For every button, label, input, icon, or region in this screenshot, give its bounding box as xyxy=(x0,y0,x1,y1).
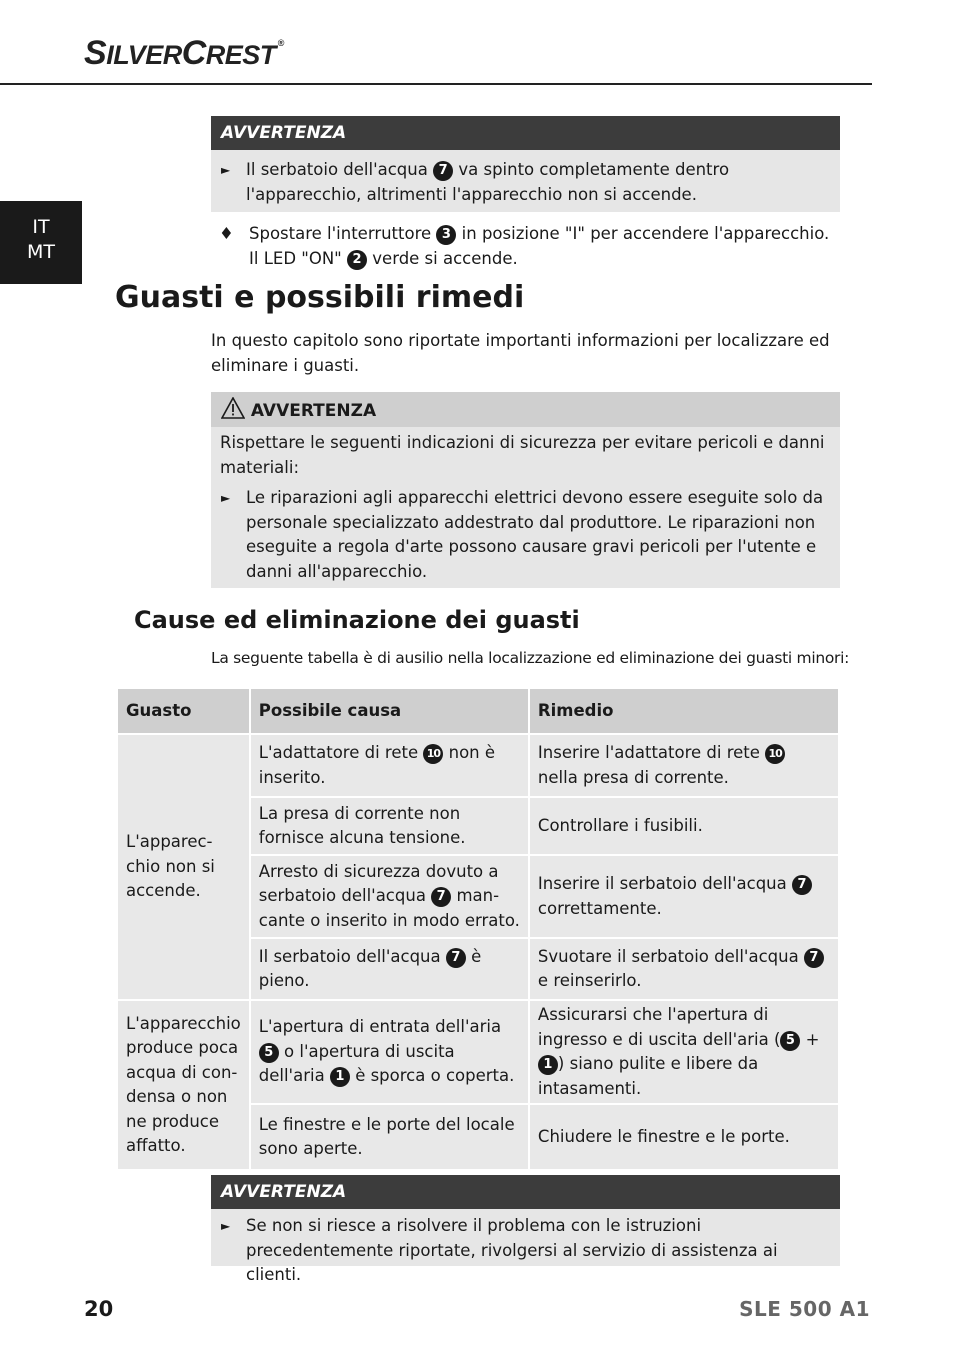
ref-number: 2 xyxy=(347,250,367,270)
cause-cell: Il serbatoio dell'acqua 7 è pieno. xyxy=(250,938,529,1000)
warning-title: AVVERTENZA xyxy=(211,1175,840,1209)
ref-number: 7 xyxy=(433,161,453,181)
arrow-bullet-icon: ► xyxy=(221,1219,231,1233)
troubleshooting-table xyxy=(116,687,840,1171)
ref-number: 1 xyxy=(330,1067,350,1087)
warning-bullet: ► Il serbatoio dell'acqua 7 va spinto completamente dentro l'apparecchio, altrimenti l'apparecchio non si accende. xyxy=(221,160,730,204)
cause-cell: L'adattatore di rete 10 non è inserito. xyxy=(250,734,529,797)
arrow-bullet-icon: ► xyxy=(221,163,231,177)
table-row xyxy=(117,1000,839,1104)
warning-box xyxy=(211,1175,840,1284)
warning-bullet: ► Se non si riesce a risolvere il problema con le istruzioni precedentemente riportate, rivolgersi al servizio di assistenza ai clienti. xyxy=(221,1216,778,1284)
ref-number: 5 xyxy=(259,1043,279,1063)
remedy-cell: Inserire l'adattatore di rete 10 nella presa di corrente. xyxy=(529,734,839,797)
warning-box xyxy=(211,116,840,212)
cause-cell: Le finestre e le porte del locale sono aperte. xyxy=(250,1104,529,1170)
ref-number: 3 xyxy=(436,225,456,245)
section-title: Guasti e possibili rimedi xyxy=(115,280,525,315)
table-header-row xyxy=(117,688,839,734)
cause-cell: La presa di corrente non fornisce alcuna tensione. xyxy=(250,797,529,855)
ref-number: 10 xyxy=(765,744,785,764)
language-tab: IT MT xyxy=(0,201,82,284)
diamond-bullet-icon: ♦ xyxy=(219,224,234,243)
table-row xyxy=(117,734,839,797)
remedy-cell: Controllare i fusibili. xyxy=(529,797,839,855)
step-instruction: ♦ Spostare l'interruttore 3 in posizione "I" per accendere l'apparecchio. Il LED "ON" 2 verde si accende. xyxy=(219,224,830,268)
safety-warning-box xyxy=(211,392,840,588)
column-header: Guasto xyxy=(117,688,250,734)
subsection-intro: La seguente tabella è di ausilio nella localizzazione ed eliminazione dei guasti minori: xyxy=(211,649,850,667)
column-header: Rimedio xyxy=(529,688,839,734)
ref-number: 1 xyxy=(538,1055,558,1075)
cause-cell: L'apertura di entrata dell'aria 5 o l'apertura di uscita dell'aria 1 è sporca o coperta. xyxy=(250,1000,529,1104)
column-header: Possibile causa xyxy=(250,688,529,734)
subsection-title: Cause ed eliminazione dei guasti xyxy=(134,606,580,634)
warning-title: AVVERTENZA xyxy=(211,116,840,150)
ref-number: 5 xyxy=(780,1031,800,1051)
arrow-bullet-icon: ► xyxy=(221,491,231,505)
warning-bullet: ► Le riparazioni agli apparecchi elettrici devono essere eseguite solo da personale specializzato addestrato dal produttore. Le riparazioni non eseguite a regola d'arte possono causare gravi pericoli per l'utente e danni all'apparecchio. xyxy=(221,488,824,581)
section-intro: In questo capitolo sono riportate importanti informazioni per localizzare ed eliminare i guasti. xyxy=(211,331,830,375)
ref-number: 7 xyxy=(446,948,466,968)
brand-logo: SILVERCREST ® xyxy=(84,34,284,72)
warning-title: AVVERTENZA xyxy=(211,392,840,427)
warning-triangle-icon xyxy=(221,401,245,421)
page-number: 20 xyxy=(84,1297,114,1321)
ref-number: 10 xyxy=(423,744,443,764)
remedy-cell: Chiudere le finestre e le porte. xyxy=(529,1104,839,1170)
fault-cell: L'apparecchio produce poca acqua di con-densa o non ne produce affatto. xyxy=(117,1000,250,1170)
header-rule xyxy=(0,83,872,85)
cause-cell: Arresto di sicurezza dovuto a serbatoio dell'acqua 7 man-cante o inserito in modo errato. xyxy=(250,855,529,938)
ref-number: 7 xyxy=(792,875,812,895)
ref-number: 7 xyxy=(431,887,451,907)
warning-text: Rispettare le seguenti indicazioni di sicurezza per evitare pericoli e danni materiali: xyxy=(220,433,825,477)
remedy-cell: Assicurarsi che l'apertura di ingresso e di uscita dell'aria ( 5 + 1 ) siano pulite e libere da intasamenti. xyxy=(529,1000,839,1104)
model-number: SLE 500 A1 xyxy=(739,1297,870,1321)
remedy-cell: Inserire il serbatoio dell'acqua 7 correttamente. xyxy=(529,855,839,938)
ref-number: 7 xyxy=(804,948,824,968)
fault-cell: L'apparec-chio non si accende. xyxy=(117,734,250,1000)
remedy-cell: Svuotare il serbatoio dell'acqua 7 e reinserirlo. xyxy=(529,938,839,1000)
